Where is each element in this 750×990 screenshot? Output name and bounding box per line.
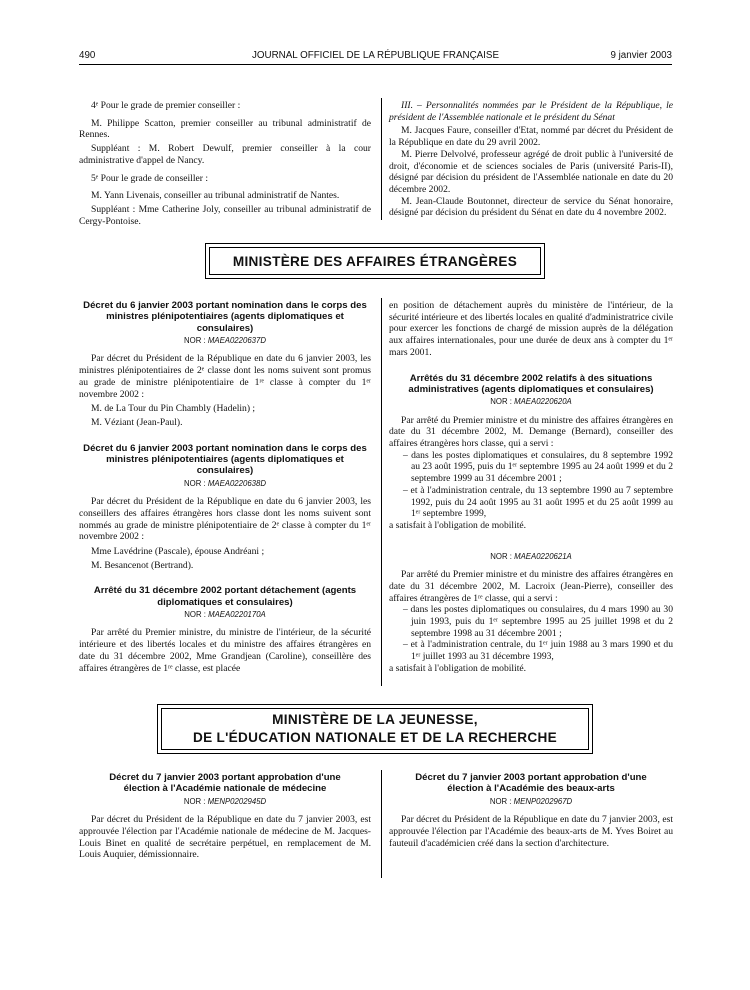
nor-reference: NOR : MAEA0220637D [184,335,266,345]
service-period: – et à l'administration centrale, du 1ᵉʳ juin 1988 au 3 mars 1990 et du 1ᵉʳ juillet 1993 au 31 décembre 1993, [403,639,673,663]
arrete-text: Par arrêté du Premier ministre et du ministre des affaires étrangères en date du 31 décembre 2002, M. Lacroix (Jean-Pierre), conseiller des affaires étrangères de 1ʳᵉ classe, qui a servi : [389,569,673,604]
decree-title: Décret du 6 janvier 2003 portant nomination dans le corps des ministres plénipotentiaires (agents diplomatiques et consulaires) [83,442,367,477]
issue-date: 9 janvier 2003 [610,50,672,61]
decree-title: Décret du 7 janvier 2003 portant approbation d'une élection à l'Académie des beaux-arts [415,772,647,795]
header-rule [79,64,672,65]
column-divider [381,298,382,686]
nor-reference: NOR : MAEA0220638D [184,478,266,488]
name-entry: M. de La Tour du Pin Chambly (Hadelin) ; [91,403,256,415]
service-period: – et à l'administration centrale, du 13 septembre 1990 au 7 septembre 1992, puis du 24 août 1995 au 31 août 1995 et du 25 août 1999 au 1ᵉʳ septembre 1999, [403,484,673,520]
decree-text: Par décret du Président de la République en date du 6 janvier 2003, les conseillers des affaires étrangères hors classe dont les noms suivent sont nommés au grade de ministre plénipotentiaire de 2ᵉ classe à compter du 1ᵉʳ novembre 2002 : [79,496,371,543]
arrete-text-continued: en position de détachement auprès du ministère de l'intérieur, de la sécurité intérieure et des libertés locales en qualité d'administratrice civile pour exercer les fonctions de chargé de mission auprès de la délégation aux affaires internationales, pour une durée de deux ans à compter du 1ᵉʳ mars 2001. [389,300,673,358]
nor-reference: NOR : MAEA0220170A [184,609,266,619]
decree-text: Par décret du Président de la République en date du 7 janvier 2003, est approuvée l'élection par l'Académie des beaux-arts de M. Yves Boiret au fauteuil d'académicien créé dans la section d'architecture. [389,814,673,849]
nor-reference: NOR : MENP0202945D [183,796,267,806]
nor-reference: NOR : MAEA0220621A [490,551,572,561]
appointee-entry: M. Pierre Delvolvé, professeur agrégé de droit public à l'université de droit, d'économie et de sciences sociales de Paris (université Paris-II), désigné par décision du président de l'Assemblée nationale en date du 20 décembre 2002. [389,148,673,195]
arrete-title: Arrêté du 31 décembre 2002 portant détachement (agents diplomatiques et consulaires) [93,585,357,608]
name-entry: M. Véziant (Jean-Paul). [91,416,183,428]
column-divider [381,770,382,878]
grade-heading: 5ᵉ Pour le grade de conseiller : [91,172,209,184]
name-entry: M. Besancenot (Bertrand). [91,559,194,571]
grade-heading: 4ᵉ Pour le grade de premier conseiller : [91,100,241,111]
decree-text: Par décret du Président de la République en date du 7 janvier 2003, est approuvée l'élection par l'Académie nationale de médecine de M. Jacques-Louis Binet en qualité de secrétaire perpétuel, en remplacement de M. Louis Auquier, démissionnaire. [79,814,371,861]
ministry-banner [205,243,545,279]
service-period: – dans les postes diplomatiques et consulaires, du 8 septembre 1992 au 23 août 1995, puis du 1ᵉʳ septembre 1995 au 24 août 1999 et du 2 septembre 1999 au 31 décembre 2001 ; [403,449,673,485]
name-entry: Mme Lavédrine (Pascale), épouse Andréani ; [91,545,265,557]
arrete-text: Par arrêté du Premier ministre, du ministre de l'intérieur, de la sécurité intérieure et des libertés locales et du ministre des affaires étrangères en date du 31 décembre 2002, Mme Grandjean (Caroline), conseillère des affaires étrangères de 1ʳᵉ classe, est placée [79,627,371,674]
top-right-column [389,100,673,219]
decree-text: Par décret du Président de la République en date du 6 janvier 2003, les ministres plénipotentiaires de 2ᵉ classe dont les noms suivent sont promus au grade de ministre plénipotentiaire de 1ʳᵉ classe à compter du 1ᵉʳ novembre 2002 : [79,353,371,400]
page-header [79,50,672,64]
member-entry: M. Philippe Scatton, premier conseiller au tribunal administratif de Rennes. [79,117,371,141]
member-entry: M. Yann Livenais, conseiller au tribunal administratif de Nantes. [91,190,340,202]
part-heading: III. – Personnalités nommées par le Président de la République, le président de l'Assemblée nationale et le président du Sénat [389,100,673,123]
appointee-entry: M. Jacques Faure, conseiller d'Etat, nommé par décret du Président de la République en date du 29 avril 2002. [389,125,673,149]
s2-left-column [79,772,371,861]
decree-title: Décret du 7 janvier 2003 portant approbation d'une élection à l'Académie nationale de médecine [109,772,341,795]
s1-right-column [389,300,673,675]
substitute-entry: Suppléant : M. Robert Dewulf, premier conseiller à la cour administrative d'appel de Nancy. [79,143,371,166]
service-period: – dans les postes diplomatiques ou consulaires, du 4 mars 1990 au 30 juin 1993, puis du 1ᵉʳ septembre 1995 au 25 juillet 1998 et du 2 septembre 1998 au 31 décembre 2001 ; [403,604,673,639]
appointee-entry: M. Jean-Claude Boutonnet, directeur de service du Sénat honoraire, désigné par décision du président du Sénat en date du 4 novembre 2002. [389,195,673,219]
nor-reference: NOR : MAEA0220620A [490,397,572,407]
arrete-title: Arrêtés du 31 décembre 2002 relatifs à des situations administratives (agents diplomatiques et consulaires) [408,372,654,395]
mobility-statement: a satisfait à l'obligation de mobilité. [389,519,527,531]
s2-right-column [389,772,673,849]
top-left-column [79,100,371,227]
ministry-banner [157,704,593,754]
mobility-statement: a satisfait à l'obligation de mobilité. [389,662,527,674]
substitute-entry: Suppléant : Mme Catherine Joly, conseiller au tribunal administratif de Cergy-Pontoise. [79,203,371,227]
s1-left-column [79,300,371,674]
arrete-text: Par arrêté du Premier ministre et du ministre des affaires étrangères en date du 31 décembre 2002, M. Demange (Bernard), conseiller des affaires étrangères hors classe, qui a servi : [389,414,673,450]
ministry-name-line2: DE L'ÉDUCATION NATIONALE ET DE LA RECHERCHE [192,729,558,745]
decree-title: Décret du 6 janvier 2003 portant nomination dans le corps des ministres plénipotentiaires (agents diplomatiques et consulaires) [83,300,367,334]
ministry-name-line1: MINISTÈRE DE LA JEUNESSE, [272,712,478,727]
page-number: 490 [79,50,96,61]
ministry-name: MINISTÈRE DES AFFAIRES ÉTRANGÈRES [232,254,518,269]
column-divider [381,98,382,220]
journal-title: JOURNAL OFFICIEL DE LA RÉPUBLIQUE FRANÇAISE [252,50,499,61]
nor-reference: NOR : MENP0202967D [489,796,573,806]
